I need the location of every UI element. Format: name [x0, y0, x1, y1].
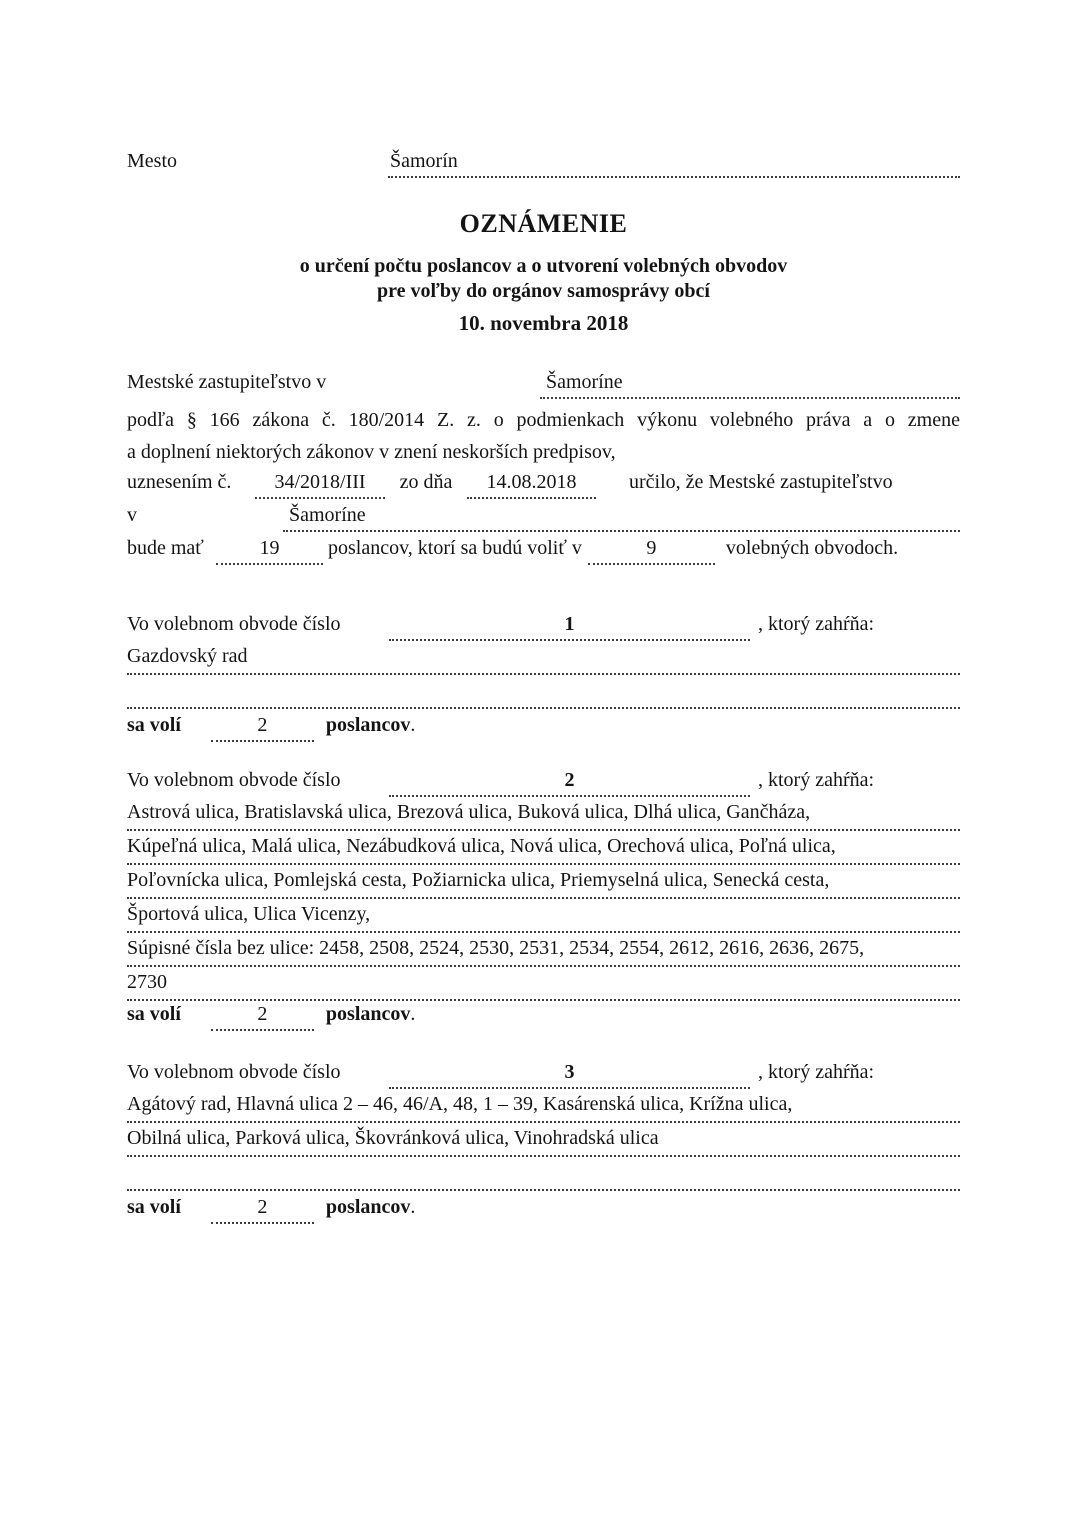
- district-1-street-line: [127, 675, 960, 709]
- elects-label: sa volí: [127, 1003, 181, 1025]
- in-label: v: [127, 504, 137, 526]
- subtitle-line2: pre voľby do orgánov samosprávy obcí: [377, 280, 710, 302]
- city-field: [388, 150, 960, 178]
- district-3-label: Vo volebnom obvode číslo: [127, 1061, 341, 1083]
- city-value: Šamorín: [390, 150, 458, 172]
- in-city-value: Šamoríne: [289, 504, 366, 526]
- district-3-elects-count-field: 2: [211, 1196, 314, 1224]
- district-3-street-line: Obilná ulica, Parková ulica, Škovránková ulica, Vinohradská ulica: [127, 1123, 960, 1157]
- resolution-number-field: 34/2018/III: [255, 471, 385, 499]
- law-line1: podľa § 166 zákona č. 180/2014 Z. z. o podmienkach výkonu volebného práva a o zmene: [127, 409, 960, 431]
- district-2-label: Vo volebnom obvode číslo: [127, 769, 341, 791]
- councillors-row: [127, 537, 960, 565]
- resolution-label: uznesením č.: [127, 471, 232, 493]
- district-1-suffix: , ktorý zahŕňa:: [758, 613, 875, 635]
- elects-period: .: [410, 1196, 416, 1218]
- district-3-street-line: Agátový rad, Hlavná ulica 2 – 46, 46/A, 48, 1 – 39, Kasárenská ulica, Krížna ulica,: [127, 1089, 960, 1123]
- district-2-street-line: Súpisné čísla bez ulice: 2458, 2508, 2524, 2530, 2531, 2534, 2554, 2612, 2616, 2636, 2675,: [127, 933, 960, 967]
- elects-unit: [326, 1196, 415, 1224]
- resolution-row: [127, 471, 960, 499]
- elects-unit-word: poslancov: [325, 1196, 411, 1218]
- will-have-label: bude mať: [127, 537, 204, 559]
- district-3-header: [127, 1056, 960, 1089]
- district-3-number-field: 3: [389, 1061, 750, 1089]
- council-row: [127, 371, 960, 399]
- district-1-header: [127, 608, 960, 641]
- district-1-elects-row: [127, 714, 960, 742]
- council-city-value: Šamoríne: [546, 371, 623, 393]
- district-2-number-field: 2: [389, 769, 750, 797]
- page-subtitle: [127, 254, 960, 304]
- city-row: [127, 150, 960, 178]
- elects-label: sa volí: [127, 1196, 181, 1218]
- district-2-street-line: Poľovnícka ulica, Pomlejská cesta, Požiarnicka ulica, Priemyselná ulica, Senecká cesta,: [127, 865, 960, 899]
- district-2-street-line: 2730: [127, 967, 960, 1001]
- district-3-street-line: [127, 1157, 960, 1191]
- district-2-elects-row: [127, 1003, 960, 1031]
- city-label: Mesto: [127, 150, 177, 172]
- district-section-3: [127, 1056, 960, 1224]
- districts-total-field: 9: [588, 537, 715, 565]
- district-2-elects-count-field: 2: [211, 1003, 314, 1031]
- from-day-label: zo dňa: [399, 471, 453, 493]
- district-1-street-line: Gazdovský rad: [127, 641, 960, 675]
- resolution-date-field: 14.08.2018: [467, 471, 596, 499]
- district-2-header: [127, 764, 960, 797]
- subtitle-line1: o určení počtu poslancov a o utvorení volebných obvodov: [299, 255, 788, 277]
- district-2-street-line: Kúpeľná ulica, Malá ulica, Nezábudková ulica, Nová ulica, Orechová ulica, Poľná ulica,: [127, 831, 960, 865]
- district-section-2: [127, 764, 960, 1031]
- decided-text: určilo, že Mestské zastupiteľstvo: [629, 471, 893, 493]
- page-title: OZNÁMENIE: [459, 209, 628, 238]
- elects-label: sa volí: [127, 714, 181, 736]
- district-3-elects-row: [127, 1196, 960, 1224]
- elects-period: .: [410, 1003, 416, 1025]
- district-1-label: Vo volebnom obvode číslo: [127, 613, 341, 635]
- law-line2: a doplnení niektorých zákonov v znení neskorších predpisov,: [127, 441, 616, 463]
- elects-unit: [326, 714, 415, 742]
- council-city-field: [540, 371, 960, 399]
- district-2-street-line: Športová ulica, Ulica Vicenzy,: [127, 899, 960, 933]
- law-paragraph: [127, 404, 960, 468]
- district-1-elects-count-field: 2: [211, 714, 314, 742]
- elects-unit-word: poslancov: [325, 1003, 411, 1025]
- district-1-number-field: 1: [389, 613, 750, 641]
- in-city-row: [127, 504, 960, 532]
- elects-unit-word: poslancov: [325, 714, 411, 736]
- district-2-suffix: , ktorý zahŕňa:: [758, 769, 875, 791]
- elected-in-text: poslancov, ktorí sa budú voliť v: [328, 537, 582, 559]
- districts-text: volebných obvodoch.: [725, 537, 899, 559]
- elects-period: .: [410, 714, 416, 736]
- council-label: Mestské zastupiteľstvo v: [127, 371, 327, 393]
- councillors-total-field: 19: [216, 537, 323, 565]
- document-date: 10. novembra 2018: [458, 311, 629, 335]
- district-3-suffix: , ktorý zahŕňa:: [758, 1061, 875, 1083]
- district-2-street-line: Astrová ulica, Bratislavská ulica, Brezová ulica, Buková ulica, Dlhá ulica, Gančháza,: [127, 797, 960, 831]
- elects-unit: [326, 1003, 415, 1031]
- district-section-1: [127, 608, 960, 742]
- in-city-field: [283, 504, 960, 532]
